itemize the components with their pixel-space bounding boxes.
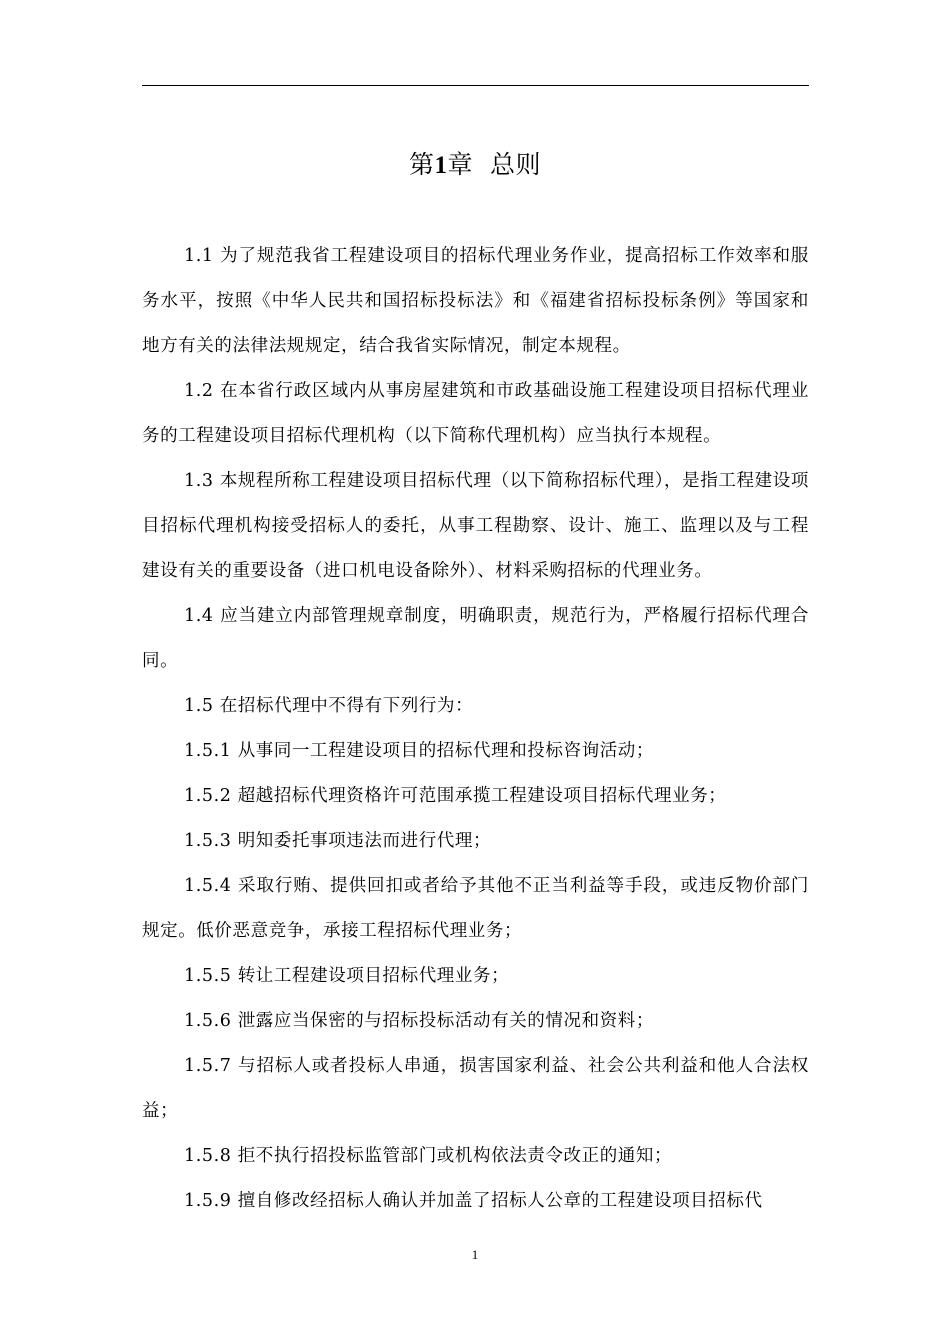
chapter-prefix: 第 bbox=[409, 150, 435, 179]
paragraph-1-5: 1.5 在招标代理中不得有下列行为： bbox=[184, 696, 474, 716]
header-rule bbox=[142, 85, 809, 86]
paragraph-1-3: 1.3 本规程所称工程建设项目招标代理（以下简称招标代理），是指工程建设项目招标代理机构接受招标人的委托，从事工程勘察、设计、施工、监理以及与工程建设有关的重要设备（进口机电设备除外）、材料采购招标的代理业务。 bbox=[142, 471, 809, 581]
chapter-suffix: 章 总则 bbox=[447, 150, 541, 179]
paragraph-1-4: 1.4 应当建立内部管理规章制度，明确职责，规范行为，严格履行招标代理合同。 bbox=[142, 606, 809, 671]
chapter-number: 1 bbox=[434, 152, 448, 179]
page-number: 1 bbox=[471, 1247, 479, 1262]
paragraph-1-1: 1.1 为了规范我省工程建设项目的招标代理业务作业，提高招标工作效率和服务水平，按照《中华人民共和国招标投标法》和《福建省招标投标条例》等国家和地方有关的法律法规规定，结合我省实际情况，制定本规程。 bbox=[142, 246, 809, 356]
paragraph-1-5-6: 1.5.6 泄露应当保密的与招标投标活动有关的情况和资料； bbox=[184, 1011, 654, 1031]
paragraph-1-5-2: 1.5.2 超越招标代理资格许可范围承揽工程建设项目招标代理业务； bbox=[184, 786, 727, 806]
paragraph-1-5-4: 1.5.4 采取行贿、提供回扣或者给予其他不正当利益等手段，或违反物价部门规定。低价恶意竞争，承接工程招标代理业务； bbox=[142, 876, 809, 941]
paragraph-1-2: 1.2 在本省行政区域内从事房屋建筑和市政基础设施工程建设项目招标代理业务的工程建设项目招标代理机构（以下简称代理机构）应当执行本规程。 bbox=[142, 381, 809, 446]
paragraph-1-5-5: 1.5.5 转让工程建设项目招标代理业务； bbox=[184, 966, 510, 986]
paragraph-1-5-8: 1.5.8 拒不执行招投标监管部门或机构依法责令改正的通知； bbox=[184, 1146, 673, 1166]
paragraph-1-5-3: 1.5.3 明知委托事项违法而进行代理； bbox=[184, 831, 492, 851]
paragraph-1-5-9: 1.5.9 擅自修改经招标人确认并加盖了招标人公章的工程建设项目招标代 bbox=[184, 1191, 763, 1211]
paragraph-1-5-1: 1.5.1 从事同一工程建设项目的招标代理和投标咨询活动； bbox=[184, 741, 654, 761]
body-text bbox=[142, 234, 809, 1224]
paragraph-1-5-7: 1.5.7 与招标人或者投标人串通，损害国家利益、社会公共利益和他人合法权益； bbox=[142, 1056, 809, 1121]
chapter-title bbox=[0, 148, 950, 183]
